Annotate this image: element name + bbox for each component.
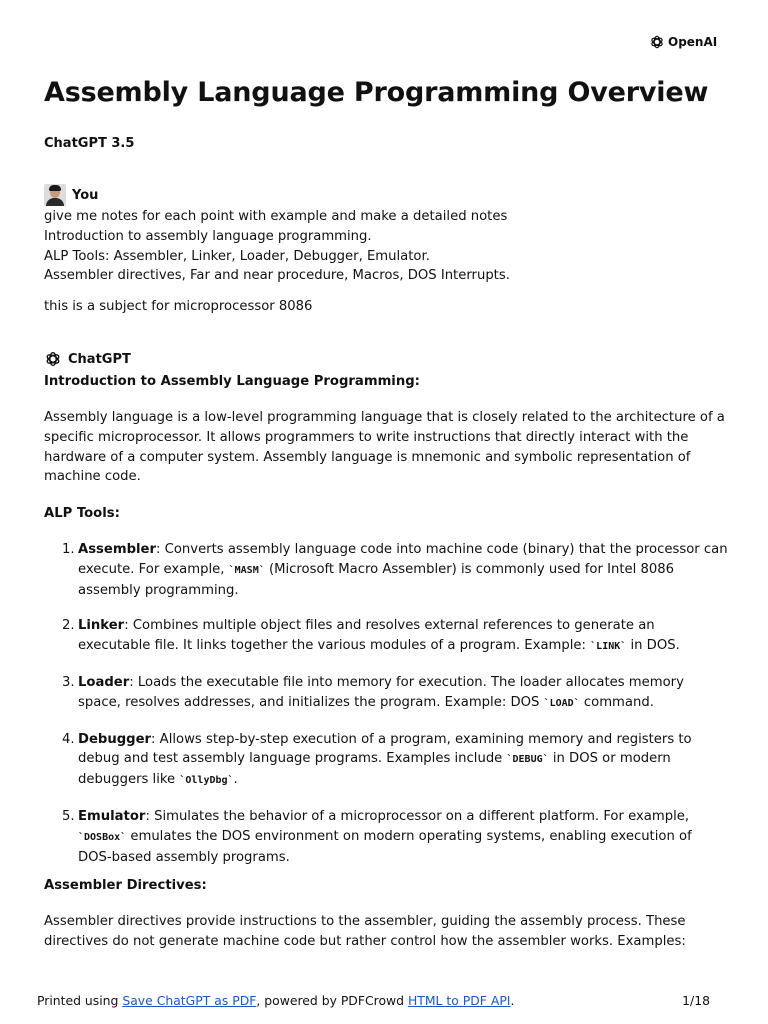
page-number: 1/18	[682, 993, 710, 1008]
user-header	[44, 184, 98, 206]
list-item: 3. Loader: Loads the executable file into memory for execution. The loader allocates memory space, resolves addresses, and initializes the program. Example: DOS `LOAD` command.	[62, 674, 684, 710]
intro-paragraph: Assembly language is a low-level programming language that is closely related to the architecture of a specific microprocessor. It allows programmers to write instructions that directly interact with the hardware of a computer system. Assembly language is mnemonic and symbolic representation of machine code.	[44, 410, 725, 485]
user-message	[44, 207, 728, 286]
directives-heading: Assembler Directives:	[44, 878, 207, 893]
model-label: ChatGPT 3.5	[44, 136, 135, 151]
user-line: ALP Tools: Assembler, Linker, Loader, Debugger, Emulator.	[44, 248, 430, 264]
save-chatgpt-pdf-link[interactable]: Save ChatGPT as PDF	[122, 993, 257, 1008]
tool-term: Debugger	[78, 731, 152, 747]
openai-logo-icon	[649, 34, 665, 50]
tool-term: Loader	[78, 674, 130, 690]
user-avatar	[44, 184, 66, 206]
tools-list	[44, 540, 728, 867]
code-inline: `DEBUG`	[506, 754, 549, 766]
user-line: Assembler directives, Far and near procedure, Macros, DOS Interrupts.	[44, 268, 510, 284]
chatgpt-logo-icon	[44, 350, 62, 368]
user-name: You	[72, 187, 99, 203]
tool-term: Linker	[78, 618, 125, 634]
intro-heading: Introduction to Assembly Language Programming:	[44, 374, 420, 389]
brand-label: OpenAI	[668, 35, 718, 49]
tool-term: Assembler	[78, 542, 156, 557]
code-inline: `LOAD`	[543, 697, 580, 709]
openai-brand	[649, 34, 717, 50]
assistant-header	[44, 350, 131, 368]
list-item: 5. Emulator: Simulates the behavior of a microprocessor on a different platform. For example, `DOSBox` emulates the DOS environment on modern operating systems, enabling execution of DOS-based assembly programs.	[62, 808, 692, 865]
code-inline: `LINK`	[590, 641, 627, 653]
user-line: Introduction to assembly language programming.	[44, 228, 372, 244]
list-item: 2. Linker: Combines multiple object files and resolves external references to generate an executable file. It links together the various modules of a program. Example: `LINK` in DOS.	[62, 618, 680, 654]
user-extra: this is a subject for microprocessor 8086	[44, 299, 313, 314]
code-inline: `OllyDbg`	[179, 775, 234, 787]
print-footer: Printed using Save ChatGPT as PDF, powered by PDFCrowd HTML to PDF API. 1/18	[37, 993, 710, 1008]
list-item: 1. Assembler: Converts assembly language code into machine code (binary) that the processor can execute. For example, `MASM` (Microsoft Macro Assembler) is commonly used for Intel 8086 assembly programming.	[62, 542, 728, 598]
page-title: Assembly Language Programming Overview	[44, 77, 709, 108]
code-inline: `DOSBox`	[78, 831, 127, 843]
html-to-pdf-api-link[interactable]: HTML to PDF API	[407, 993, 511, 1008]
tools-heading: ALP Tools:	[44, 506, 120, 521]
directives-paragraph: Assembler directives provide instructions to the assembler, guiding the assembly process. These directives do not generate machine code but rather control how the assembler works. Examples:	[44, 914, 686, 949]
assistant-name: ChatGPT	[68, 351, 131, 367]
list-item: 4. Debugger: Allows step-by-step execution of a program, examining memory and registers to debug and test assembly language programs. Examples include `DEBUG` in DOS or modern debuggers like `OllyDbg`.	[62, 731, 692, 788]
code-inline: `MASM`	[228, 564, 265, 576]
tool-term: Emulator	[78, 808, 146, 824]
user-line: give me notes for each point with example and make a detailed notes	[44, 209, 508, 224]
